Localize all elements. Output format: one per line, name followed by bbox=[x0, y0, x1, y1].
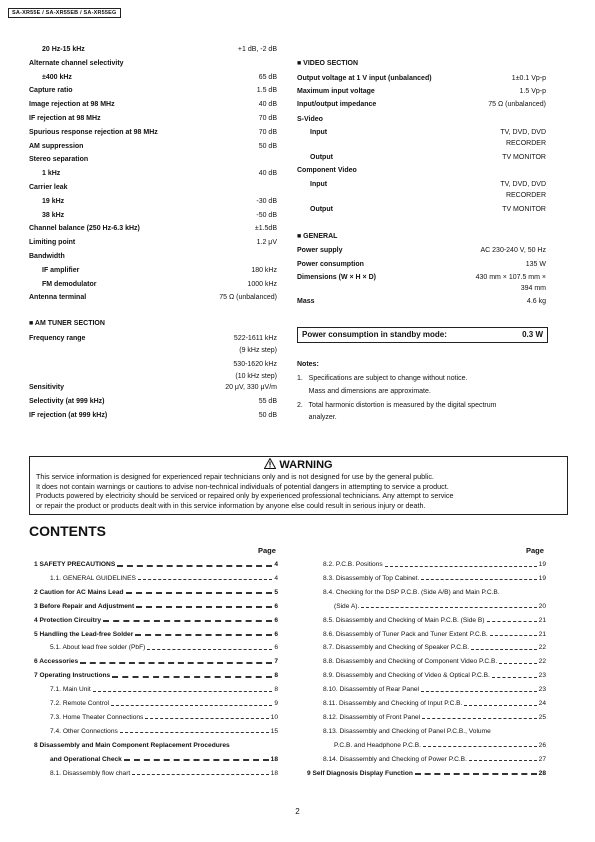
toc-entry-title: (Side A). bbox=[334, 602, 360, 610]
toc-entry-page: 24 bbox=[538, 700, 546, 707]
spec-value: -30 dB bbox=[256, 197, 277, 205]
standby-value: 0.3 W bbox=[522, 330, 543, 339]
toc-entry-title: 7 Operating Instructions bbox=[34, 672, 111, 680]
toc-leader-dots bbox=[422, 718, 537, 719]
spec-value: 65 dB bbox=[258, 73, 277, 81]
toc-entry-title: 8.8. Disassembly and Checking of Component Video P.C.B. bbox=[323, 658, 498, 666]
spec-value: RECORDER bbox=[505, 192, 546, 199]
toc-entry-title: 6 Accessories bbox=[34, 658, 79, 666]
toc-entry-page: 8 bbox=[274, 672, 278, 680]
standby-power-box bbox=[297, 327, 548, 343]
spec-value: 530-1620 kHz bbox=[233, 361, 277, 368]
page-number: 2 bbox=[295, 807, 300, 816]
spec-label: FM demodulator bbox=[42, 280, 97, 288]
toc-entry-page: 5 bbox=[274, 588, 278, 596]
model-header: SA-XR55E / SA-XR55EB / SA-XR55EG bbox=[8, 8, 121, 18]
toc-entry-title: 2 Caution for AC Mains Lead bbox=[34, 588, 124, 596]
toc-entry-page: 28 bbox=[538, 769, 546, 777]
spec-label: Channel balance (250 Hz-6.3 kHz) bbox=[29, 225, 140, 233]
spec-label: Sensitivity bbox=[29, 384, 65, 391]
warning-line: This service information is designed for experienced repair technicians only and is not designed for use by the general public. bbox=[36, 472, 434, 481]
toc-leader-dots bbox=[361, 607, 536, 608]
note-line: 2. Total harmonic distortion is measured by the digital spectrum bbox=[297, 402, 497, 409]
toc-entry-title: 8.7. Disassembly and Checking of Speaker P.C.B. bbox=[323, 644, 470, 652]
toc-entry-page: 26 bbox=[538, 741, 546, 749]
spec-label: 19 kHz bbox=[42, 197, 65, 205]
toc-entry[interactable] bbox=[323, 686, 546, 693]
toc-entry[interactable] bbox=[50, 575, 278, 582]
spec-value: (10 kHz step) bbox=[235, 373, 277, 380]
toc-entry-title: P.C.B. and Headphone P.C.B. bbox=[334, 741, 422, 749]
toc-entry[interactable] bbox=[334, 603, 546, 610]
contents-title: CONTENTS bbox=[29, 523, 106, 539]
toc-entry-page: 19 bbox=[538, 574, 546, 582]
toc-entry[interactable] bbox=[34, 658, 278, 665]
spec-value: TV, DVD, DVD bbox=[500, 181, 546, 188]
toc-entry-page: 6 bbox=[274, 616, 278, 624]
toc-entry[interactable] bbox=[50, 644, 278, 651]
toc-left-column bbox=[34, 561, 278, 801]
spec-value: 50 dB bbox=[258, 412, 277, 419]
toc-entry-page: 19 bbox=[538, 561, 546, 568]
toc-entry[interactable] bbox=[50, 756, 278, 763]
toc-entry[interactable] bbox=[323, 561, 546, 568]
toc-leader-dots bbox=[93, 691, 273, 692]
spec-value: (9 kHz step) bbox=[239, 347, 277, 354]
toc-entry[interactable] bbox=[50, 728, 278, 735]
toc-entry-page: 25 bbox=[538, 713, 546, 721]
page-column-label-right: Page bbox=[526, 546, 544, 555]
note-line: Mass and dimensions are approximate. bbox=[297, 388, 431, 395]
spec-value: 430 mm × 107.5 mm × bbox=[475, 274, 546, 281]
toc-entry[interactable] bbox=[323, 658, 546, 665]
toc-entry-page: 6 bbox=[274, 644, 278, 652]
spec-label: Power consumption bbox=[297, 261, 364, 268]
spec-value: 180 kHz bbox=[251, 266, 277, 274]
toc-entry-page: 6 bbox=[274, 630, 278, 638]
spec-label: 20 Hz-15 kHz bbox=[42, 46, 85, 53]
toc-entry-title: 8.2. P.C.B. Positions bbox=[323, 561, 383, 568]
toc-entry-page: 21 bbox=[538, 616, 546, 624]
toc-entry[interactable] bbox=[34, 631, 278, 638]
spec-label: IF rejection (at 999 kHz) bbox=[29, 412, 108, 419]
toc-entry-page: 8 bbox=[274, 686, 278, 694]
toc-entry[interactable] bbox=[50, 714, 278, 721]
spec-label: Maximum input voltage bbox=[297, 88, 375, 95]
toc-entry[interactable] bbox=[323, 714, 546, 721]
spec-value: 40 dB bbox=[258, 101, 277, 109]
note-line: 1. Specifications are subject to change without notice. bbox=[297, 375, 468, 382]
toc-leader-dots bbox=[136, 606, 272, 608]
toc-entry-title: 8.3. Disassembly of Top Cabinet. bbox=[323, 574, 420, 582]
standby-label: Power consumption in standby mode: bbox=[302, 330, 447, 339]
spec-value: TV MONITOR bbox=[502, 206, 546, 213]
toc-entry-page: 21 bbox=[538, 630, 546, 638]
toc-entry-title: 8.11. Disassembly and Checking of Input P.C.B. bbox=[323, 700, 463, 707]
toc-entry[interactable] bbox=[323, 575, 546, 582]
spec-value: 20 μV, 330 μV/m bbox=[225, 384, 277, 391]
toc-entry[interactable] bbox=[34, 561, 278, 568]
toc-entry-page: 22 bbox=[538, 644, 546, 652]
toc-entry-title: 1 SAFETY PRECAUTIONS bbox=[34, 561, 116, 568]
spec-value: 4.6 kg bbox=[526, 298, 546, 305]
spec-label: Mass bbox=[297, 298, 315, 305]
toc-leader-dots bbox=[421, 691, 537, 692]
toc-entry[interactable] bbox=[334, 742, 546, 749]
toc-entry[interactable] bbox=[50, 770, 278, 777]
toc-entry[interactable] bbox=[323, 589, 546, 596]
am-section-title: ■ AM TUNER SECTION bbox=[29, 320, 105, 327]
toc-entry-title: and Operational Check bbox=[50, 755, 122, 763]
toc-leader-dots bbox=[80, 662, 272, 664]
general-section-title: ■ GENERAL bbox=[297, 233, 338, 240]
spec-value: 1.5 dB bbox=[256, 87, 277, 95]
note-line: analyzer. bbox=[297, 414, 337, 421]
toc-entry-page: 20 bbox=[538, 602, 546, 610]
spec-label: Output bbox=[310, 154, 333, 161]
spec-label: Image rejection at 98 MHz bbox=[29, 101, 115, 109]
warning-title: WARNING bbox=[279, 459, 333, 471]
toc-entry[interactable] bbox=[50, 700, 278, 707]
toc-entry-title: 1.1. GENERAL GUIDELINES bbox=[50, 574, 136, 582]
notes bbox=[297, 361, 546, 431]
spec-label: Frequency range bbox=[29, 335, 86, 342]
spec-label: Power supply bbox=[297, 247, 343, 254]
spec-label: Limiting point bbox=[29, 239, 76, 247]
spec-value: -50 dB bbox=[256, 211, 277, 219]
toc-entry-page: 4 bbox=[274, 561, 278, 568]
spec-label: IF rejection at 98 MHz bbox=[29, 115, 101, 122]
spec-value: +1 dB, -2 dB bbox=[237, 46, 277, 53]
toc-entry[interactable] bbox=[34, 672, 278, 679]
spec-label: AM suppression bbox=[29, 142, 84, 150]
toc-entry-title: 4 Protection Circuitry bbox=[34, 616, 102, 624]
spec-value: 40 dB bbox=[258, 170, 277, 178]
spec-value: 522-1611 kHz bbox=[233, 335, 277, 342]
toc-entry-title: 7.3. Home Theater Connections bbox=[50, 713, 144, 721]
toc-entry[interactable] bbox=[34, 742, 278, 749]
toc-leader-dots bbox=[147, 649, 272, 650]
toc-entry-title: 8.13. Disassembly and Checking of Panel P.C.B., Volume bbox=[323, 727, 491, 735]
spec-label: Bandwidth bbox=[29, 253, 65, 260]
toc-entry-title: 8.12. Disassembly of Front Panel bbox=[323, 713, 421, 721]
toc-leader-dots bbox=[423, 746, 537, 747]
warning-triangle-icon bbox=[264, 458, 276, 469]
toc-entry-title: 8.10. Disassembly of Rear Panel bbox=[323, 686, 420, 694]
page-column-label-left: Page bbox=[258, 546, 276, 555]
toc-leader-dots bbox=[421, 579, 536, 580]
toc-leader-dots bbox=[385, 566, 537, 567]
warning-line: It does not contain warnings or cautions to advise non-technical individuals of potential dangers in attempting to service a product. bbox=[36, 481, 449, 491]
spec-label: Input bbox=[310, 181, 328, 188]
spec-value: 55 dB bbox=[258, 398, 277, 405]
toc-leader-dots bbox=[138, 579, 272, 580]
spec-value: ±1.5dB bbox=[254, 225, 277, 233]
spec-label: Carrier leak bbox=[29, 184, 68, 191]
spec-value: 135 W bbox=[525, 261, 546, 268]
spec-value: AC 230-240 V, 50 Hz bbox=[480, 247, 546, 254]
spec-label: Spurious response rejection at 98 MHz bbox=[29, 128, 158, 136]
toc-entry-page: 18 bbox=[270, 769, 278, 777]
spec-label: Antenna terminal bbox=[29, 294, 87, 302]
spec-value: 1.5 Vp-p bbox=[519, 88, 546, 95]
toc-leader-dots bbox=[492, 677, 537, 678]
toc-entry[interactable] bbox=[34, 617, 278, 624]
spec-label: Stereo separation bbox=[29, 156, 89, 164]
toc-entry-title: 8.9. Disassembly and Checking of Video & Optical P.C.B. bbox=[323, 672, 490, 680]
toc-entry[interactable] bbox=[34, 589, 278, 596]
toc-entry-page: 23 bbox=[538, 672, 546, 680]
toc-leader-dots bbox=[135, 634, 272, 636]
toc-leader-dots bbox=[471, 649, 537, 650]
warning-line: or repair the product or products dealt with in this service information by anyone else could result in serious injury or death. bbox=[36, 500, 426, 510]
toc-entry[interactable] bbox=[323, 728, 546, 735]
spec-label: Component Video bbox=[297, 167, 357, 174]
warning-text bbox=[36, 472, 563, 510]
spec-value: 394 mm bbox=[520, 285, 546, 292]
video-section-title: ■ VIDEO SECTION bbox=[297, 60, 359, 67]
spec-label: 38 kHz bbox=[42, 211, 65, 219]
spec-value: 50 dB bbox=[258, 142, 277, 150]
toc-entry-title: 8.6. Disassembly of Tuner Pack and Tuner Extent P.C.B. bbox=[323, 630, 488, 638]
spec-label: Capture ratio bbox=[29, 87, 73, 95]
toc-entry-title: 3 Before Repair and Adjustment bbox=[34, 602, 135, 610]
toc-leader-dots bbox=[487, 621, 537, 622]
toc-leader-dots bbox=[126, 592, 273, 594]
toc-entry-title: 5.1. About lead free solder (PbF) bbox=[50, 644, 146, 652]
toc-leader-dots bbox=[464, 705, 536, 706]
spec-label: Alternate channel selectivity bbox=[29, 59, 124, 67]
toc-entry-title: 8 Disassembly and Main Component Replacement Procedures bbox=[34, 741, 230, 749]
toc-leader-dots bbox=[145, 718, 268, 719]
warning-box bbox=[29, 456, 568, 515]
toc-entry-title: 7.2. Remote Control bbox=[50, 700, 110, 707]
spec-label: Output voltage at 1 V input (unbalanced) bbox=[297, 75, 432, 82]
toc-leader-dots bbox=[117, 565, 272, 567]
toc-entry-title: 5 Handling the Lead-free Solder bbox=[34, 630, 134, 638]
toc-entry[interactable] bbox=[34, 603, 278, 610]
spec-label: Input/output impedance bbox=[297, 101, 377, 108]
toc-entry-title: 7.4. Other Connections bbox=[50, 727, 118, 735]
toc-leader-dots bbox=[124, 759, 269, 761]
spec-label: Input bbox=[310, 129, 328, 136]
toc-leader-dots bbox=[490, 635, 537, 636]
toc-entry-page: 6 bbox=[274, 602, 278, 610]
toc-leader-dots bbox=[111, 705, 272, 706]
spec-value: 70 dB bbox=[258, 128, 277, 136]
toc-entry[interactable] bbox=[323, 700, 546, 707]
spec-value: 75 Ω (unbalanced) bbox=[488, 101, 546, 108]
general-spec-list bbox=[297, 233, 546, 313]
am-spec-list bbox=[29, 320, 277, 420]
spec-label: Output bbox=[310, 206, 333, 213]
video-spec-list bbox=[297, 60, 546, 220]
spec-value: 70 dB bbox=[258, 115, 277, 122]
toc-entry-page: 27 bbox=[538, 755, 546, 763]
toc-right-column bbox=[307, 561, 546, 801]
toc-entry-page: 4 bbox=[274, 574, 278, 582]
spec-label: IF amplifier bbox=[42, 266, 80, 274]
toc-leader-dots bbox=[415, 773, 537, 775]
toc-entry[interactable] bbox=[323, 672, 546, 679]
toc-entry[interactable] bbox=[323, 644, 546, 651]
spec-label: 1 kHz bbox=[42, 170, 61, 178]
toc-leader-dots bbox=[120, 732, 269, 733]
notes-title: Notes: bbox=[297, 361, 319, 368]
spec-value: 1.2 μV bbox=[256, 239, 277, 247]
toc-entry-page: 9 bbox=[274, 700, 278, 707]
toc-entry-page: 22 bbox=[538, 658, 546, 666]
toc-entry-page: 7 bbox=[274, 658, 278, 666]
toc-entry[interactable] bbox=[323, 631, 546, 638]
spec-label: Dimensions (W × H × D) bbox=[297, 274, 376, 281]
toc-entry-page: 23 bbox=[538, 686, 546, 694]
toc-leader-dots bbox=[499, 663, 536, 664]
toc-entry-page: 10 bbox=[270, 713, 278, 721]
toc-entry-title: 9 Self Diagnosis Display Function bbox=[307, 769, 413, 777]
toc-entry-page: 15 bbox=[270, 727, 278, 735]
spec-label: Selectivity (at 999 kHz) bbox=[29, 398, 105, 405]
toc-entry-title: 8.4. Checking for the DSP P.C.B. (Side A/B) and Main P.C.B. bbox=[323, 588, 500, 596]
toc-leader-dots bbox=[132, 774, 268, 775]
spec-value: 1±0.1 Vp-p bbox=[511, 75, 546, 82]
spec-value: TV MONITOR bbox=[502, 154, 546, 161]
spec-value: RECORDER bbox=[505, 140, 546, 147]
toc-leader-dots bbox=[112, 676, 272, 678]
toc-leader-dots bbox=[469, 760, 537, 761]
spec-label: ±400 kHz bbox=[42, 73, 72, 81]
toc-entry[interactable] bbox=[323, 756, 546, 763]
warning-line: Products powered by electricity should be serviced or repaired only by experienced professional technicians. Any attempt to service bbox=[36, 491, 454, 500]
toc-entry[interactable] bbox=[323, 617, 546, 624]
spec-value: 1000 kHz bbox=[247, 280, 277, 288]
spec-label: S-Video bbox=[297, 116, 323, 123]
toc-entry[interactable] bbox=[50, 686, 278, 693]
toc-entry-page: 18 bbox=[270, 755, 278, 763]
toc-entry-title: 7.1. Main Unit bbox=[50, 686, 91, 694]
toc-entry[interactable] bbox=[307, 770, 546, 777]
fm-spec-list bbox=[29, 46, 277, 316]
spec-value: TV, DVD, DVD bbox=[500, 129, 546, 136]
spec-value: 75 Ω (unbalanced) bbox=[219, 294, 277, 302]
toc-entry-title: 8.5. Disassembly and Checking of Main P.C.B. (Side B) bbox=[323, 616, 485, 624]
toc-leader-dots bbox=[103, 620, 272, 622]
toc-entry-title: 8.14. Disassembly and Checking of Power P.C.B. bbox=[323, 755, 467, 763]
toc-entry-title: 8.1. Disassembly flow chart bbox=[50, 769, 131, 777]
